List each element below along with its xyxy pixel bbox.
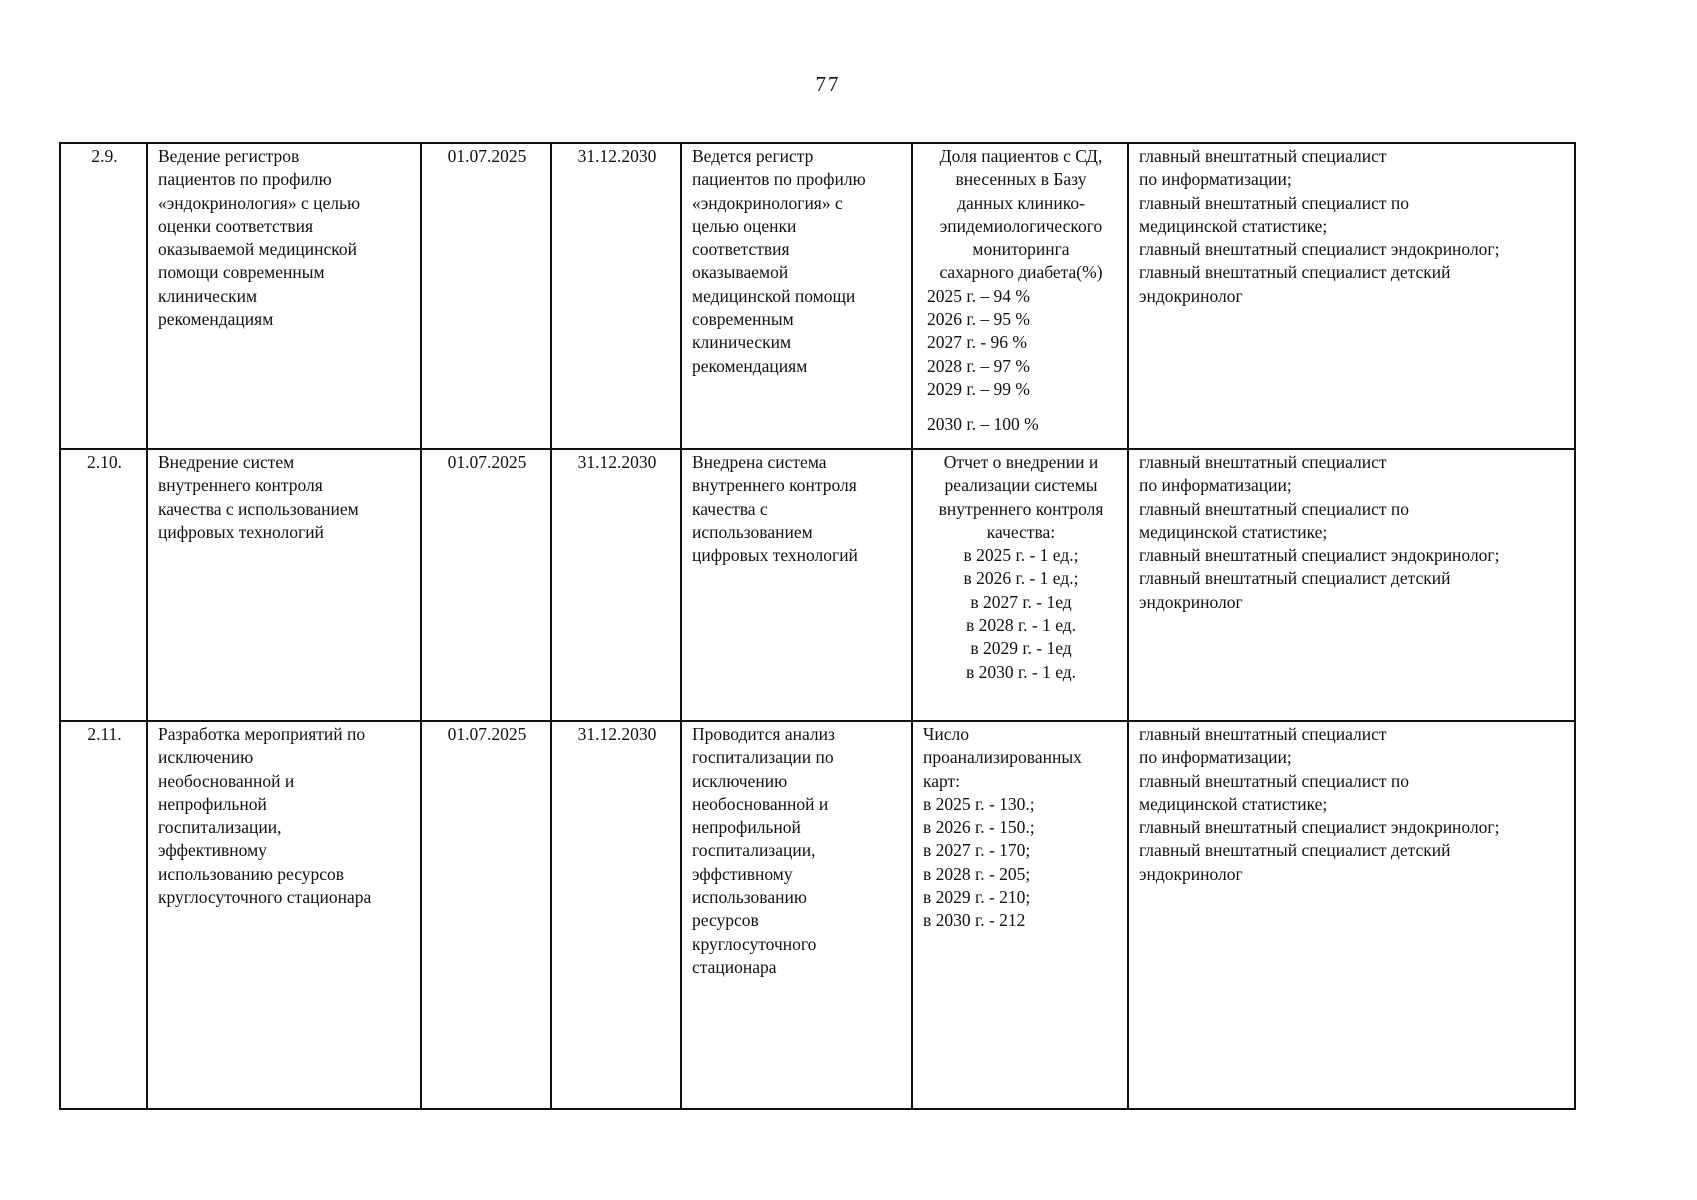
text-line: Внедрена система [692, 452, 827, 472]
text-line: 2029 г. – 99 % [927, 378, 1030, 399]
row-number: 2.9. [60, 143, 147, 449]
text-line: использованием [692, 521, 813, 542]
text-line: исключению [158, 747, 254, 768]
text-line: по информатизации; [1139, 169, 1292, 190]
text-line: 2027 г. - 96 % [927, 332, 1027, 353]
text-line: клиническим [692, 332, 792, 353]
indicator-cell [912, 721, 1128, 1109]
text-line: главный внештатный специалист [1139, 452, 1387, 472]
text-line: эффективному [158, 840, 267, 861]
text-line: оказываемой [692, 262, 789, 283]
end-date-cell: 31.12.2030 [551, 143, 681, 449]
text-line: по информатизации; [1139, 475, 1292, 496]
text-line: данных клинико- [957, 192, 1085, 213]
text-line: современным [692, 309, 794, 330]
text-line: медицинской помощи [692, 285, 856, 306]
text-line: в 2028 г. - 205; [923, 863, 1031, 884]
text-line: главный внештатный специалист эндокринолог; [1139, 239, 1500, 260]
text-line: в 2029 г. - 210; [923, 887, 1031, 908]
result-cell [681, 721, 912, 1109]
text-line: медицинской статистике; [1139, 215, 1328, 236]
text-line: «эндокринология» с [692, 192, 843, 213]
text-line: оказываемой медицинской [158, 239, 358, 260]
table-row [60, 143, 1575, 449]
row-number: 2.10. [60, 449, 147, 721]
start-date-cell: 01.07.2025 [421, 449, 551, 721]
text-line: Внедрение систем [158, 452, 295, 472]
text-line: «эндокринология» с целью [158, 192, 361, 213]
text-line: Доля пациентов с СД, [939, 146, 1103, 166]
text-line: 2030 г. – 100 % [927, 414, 1039, 435]
text-line: Разработка мероприятий по [158, 724, 366, 744]
text-line: эндокринолог [1139, 285, 1243, 306]
text-line: в 2030 г. - 1 ед. [965, 661, 1077, 682]
text-line: качества с [692, 498, 768, 519]
text-line: целью оценки [692, 215, 797, 236]
text-line: эндокринолог [1139, 863, 1243, 884]
text-line: в 2028 г. - 1 ед. [965, 615, 1077, 636]
text-line: 2028 г. – 97 % [927, 355, 1030, 376]
responsible-cell [1128, 721, 1575, 1109]
text-line: необоснованной и [692, 793, 829, 814]
text-line: качества: [986, 521, 1056, 542]
measure-cell [147, 143, 421, 449]
text-line: медицинской статистике; [1139, 521, 1328, 542]
text-line: исключению [692, 770, 788, 791]
text-line: 2025 г. – 94 % [927, 285, 1030, 306]
text-line: пациентов по профилю [692, 169, 866, 190]
text-line: мониторинга [972, 239, 1070, 260]
text-line: внесенных в Базу [955, 169, 1087, 190]
text-line: медицинской статистике; [1139, 793, 1328, 814]
text-line: главный внештатный специалист [1139, 724, 1387, 744]
text-line: необоснованной и [158, 770, 295, 791]
text-line: в 2027 г. - 170; [923, 840, 1031, 861]
responsible-cell [1128, 143, 1575, 449]
text-line: главный внештатный специалист [1139, 146, 1387, 166]
text-line: внутреннего контроля [158, 475, 323, 496]
text-line: оценки соответствия [158, 215, 314, 236]
start-date-cell: 01.07.2025 [421, 143, 551, 449]
text-line: Отчет о внедрении и [943, 452, 1099, 472]
text-line: стационара [692, 956, 777, 977]
text-line: непрофильной [158, 793, 267, 814]
text-line: по информатизации; [1139, 747, 1292, 768]
indicator-cell [912, 449, 1128, 721]
text-line: сахарного диабета(%) [939, 262, 1103, 283]
text-line: госпитализации по [692, 747, 834, 768]
text-line: в 2029 г. - 1ед [970, 638, 1072, 659]
text-line: главный внештатный специалист эндокринолог; [1139, 817, 1500, 838]
table-row [60, 721, 1575, 1109]
text-line: проанализированных [923, 747, 1082, 768]
text-line: Ведется регистр [692, 146, 814, 166]
text-line: помощи современным [158, 262, 325, 283]
text-line: цифровых технологий [692, 545, 858, 566]
text-line: круглосуточного [692, 933, 817, 954]
text-line: главный внештатный специалист эндокринолог; [1139, 545, 1500, 566]
text-line: в 2026 г. - 150.; [923, 817, 1035, 838]
text-line: в 2030 г. - 212 [923, 910, 1026, 931]
text-line: в 2026 г. - 1 ед.; [963, 568, 1079, 589]
indicator-cell [912, 143, 1128, 449]
text-line: Число [923, 724, 969, 744]
end-date-cell: 31.12.2030 [551, 721, 681, 1109]
text-line: внутреннего контроля [692, 475, 857, 496]
measure-cell [147, 449, 421, 721]
text-line: использованию ресурсов [158, 863, 345, 884]
text-line: главный внештатный специалист детский [1139, 840, 1451, 861]
row-number: 2.11. [60, 721, 147, 1109]
text-line: соответствия [692, 239, 790, 260]
text-line: реализации системы [944, 475, 1098, 496]
text-line: внутреннего контроля [938, 498, 1104, 519]
start-date-cell: 01.07.2025 [421, 721, 551, 1109]
text-line: главный внештатный специалист детский [1139, 568, 1451, 589]
text-line: эффстивному [692, 863, 793, 884]
text-line: госпитализации, [158, 817, 282, 838]
text-line: в 2025 г. - 130.; [923, 793, 1035, 814]
text-line: качества с использованием [158, 498, 359, 519]
text-line: эндокринолог [1139, 591, 1243, 612]
text-line: непрофильной [692, 817, 801, 838]
text-line: пациентов по профилю [158, 169, 332, 190]
responsible-cell [1128, 449, 1575, 721]
text-line: 2026 г. – 95 % [927, 309, 1030, 330]
text-line: Проводится анализ [692, 724, 835, 744]
text-line: круглосуточного стационара [158, 887, 372, 908]
text-line: в 2027 г. - 1ед [970, 591, 1072, 612]
text-line: госпитализации, [692, 840, 816, 861]
result-cell [681, 449, 912, 721]
text-line: клиническим [158, 285, 258, 306]
text-line: ресурсов [692, 910, 759, 931]
text-line: главный внештатный специалист детский [1139, 262, 1451, 283]
text-line: карт: [923, 770, 961, 791]
text-line: цифровых технологий [158, 521, 324, 542]
table-row [60, 449, 1575, 721]
plan-table [59, 142, 1576, 1110]
page-number: 77 [815, 72, 841, 96]
text-line: главный внештатный специалист по [1139, 498, 1410, 519]
text-line: в 2025 г. - 1 ед.; [963, 545, 1079, 566]
text-line: главный внештатный специалист по [1139, 192, 1410, 213]
text-line: эпидемиологического [939, 215, 1103, 236]
text-line: Ведение регистров [158, 146, 300, 166]
text-line: главный внештатный специалист по [1139, 770, 1410, 791]
result-cell [681, 143, 912, 449]
text-line: рекомендациям [692, 355, 808, 376]
text-line: рекомендациям [158, 309, 274, 330]
end-date-cell: 31.12.2030 [551, 449, 681, 721]
text-line: использованию [692, 887, 807, 908]
measure-cell [147, 721, 421, 1109]
